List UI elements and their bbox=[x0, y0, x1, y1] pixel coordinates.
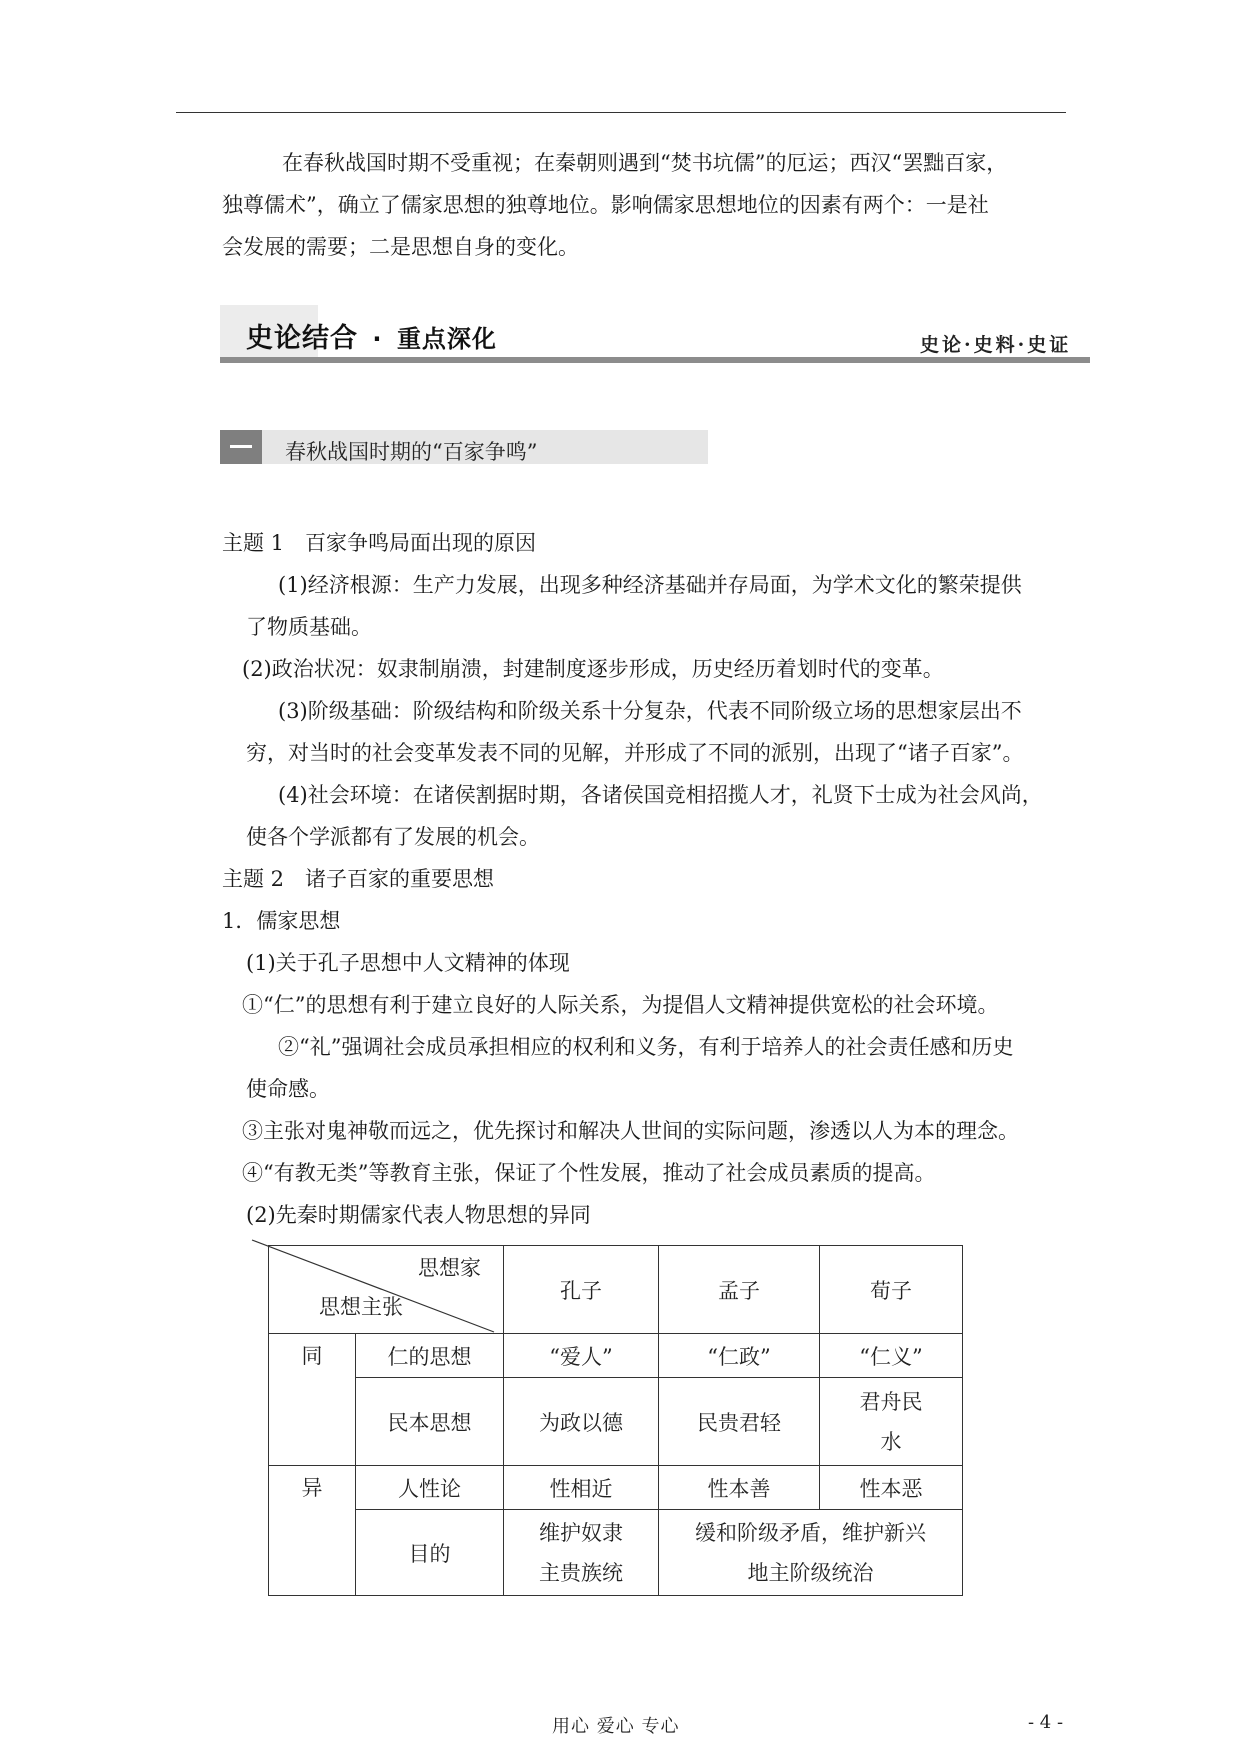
corner-bottom-label: 思想主张 bbox=[319, 1295, 403, 1319]
body-line: 使各个学派都有了发展的机会。 bbox=[246, 825, 540, 849]
header-xunzi: 荀子 bbox=[820, 1246, 963, 1334]
body-line: 1．儒家思想 bbox=[222, 909, 341, 933]
footer-slogan: 用心 爱心 专心 bbox=[552, 1716, 680, 1737]
table-cell: “仁义” bbox=[820, 1334, 963, 1378]
body-line: (1)关于孔子思想中人文精神的体现 bbox=[246, 951, 570, 975]
corner-diagonal-line bbox=[250, 1238, 510, 1338]
table-cell: 性相近 bbox=[504, 1466, 659, 1510]
cell-line: 主贵族统 bbox=[539, 1560, 623, 1585]
cell-line: 地主阶级统治 bbox=[747, 1560, 874, 1585]
banner-right-label: 史论·史料·史证 bbox=[920, 334, 1072, 356]
table-cell: 性本善 bbox=[659, 1466, 820, 1510]
table-cell: “仁政” bbox=[659, 1334, 820, 1378]
intro-line: 会发展的需要；二是思想自身的变化。 bbox=[222, 235, 579, 259]
intro-paragraph bbox=[222, 142, 1062, 268]
table-cell: 为政以德 bbox=[504, 1378, 659, 1466]
table-cell: “爱人” bbox=[504, 1334, 659, 1378]
intro-line: 独尊儒术”，确立了儒家思想的独尊地位。影响儒家思想地位的因素有两个：一是社 bbox=[222, 193, 989, 217]
row-label: 人性论 bbox=[356, 1466, 504, 1510]
cell-line: 水 bbox=[880, 1429, 902, 1454]
body-line: 使命感。 bbox=[246, 1077, 330, 1101]
topic-heading: 主题 1 百家争鸣局面出现的原因 bbox=[222, 531, 537, 555]
table-row bbox=[269, 1466, 963, 1510]
table-cell: 民贵君轻 bbox=[659, 1378, 820, 1466]
corner-top-label: 思想家 bbox=[418, 1256, 481, 1280]
banner-title bbox=[246, 316, 497, 355]
row-label: 民本思想 bbox=[356, 1378, 504, 1466]
body-line: (2)先秦时期儒家代表人物思想的异同 bbox=[246, 1203, 591, 1227]
cell-line: 君舟民 bbox=[859, 1389, 923, 1414]
table-row bbox=[269, 1334, 963, 1378]
table-cell: 性本恶 bbox=[820, 1466, 963, 1510]
section-number-badge bbox=[220, 430, 262, 464]
group-diff-label: 异 bbox=[269, 1466, 356, 1596]
header-rule bbox=[176, 112, 1066, 113]
row-label: 目的 bbox=[356, 1510, 504, 1596]
body-line: (2)政治状况：奴隶制崩溃，封建制度逐步形成，历史经历着划时代的变革。 bbox=[242, 657, 944, 681]
topic-heading: 主题 2 诸子百家的重要思想 bbox=[222, 867, 495, 891]
cell-line: 维护奴隶 bbox=[539, 1520, 623, 1545]
cell-line: 缓和阶级矛盾，维护新兴 bbox=[695, 1520, 926, 1545]
banner-title-main: 史论结合 bbox=[246, 323, 358, 354]
body-text bbox=[222, 522, 1072, 1236]
body-line: (3)阶级基础：阶级结构和阶级关系十分复杂，代表不同阶级立场的思想家层出不 bbox=[278, 699, 1022, 723]
body-line: ③主张对鬼神敬而远之，优先探讨和解决人世间的实际问题，渗透以人为本的理念。 bbox=[242, 1119, 1019, 1143]
body-line: ①“仁”的思想有利于建立良好的人际关系，为提倡人文精神提供宽松的社会环境。 bbox=[242, 993, 999, 1017]
table-cell bbox=[504, 1510, 659, 1596]
table-cell-merged bbox=[659, 1510, 963, 1596]
body-line: 穷，对当时的社会变革发表不同的见解，并形成了不同的派别，出现了“诸子百家”。 bbox=[246, 741, 1024, 765]
banner-rule bbox=[220, 357, 1090, 363]
table-row bbox=[269, 1378, 963, 1466]
page-number: - 4 - bbox=[1028, 1712, 1064, 1733]
intro-line: 在春秋战国时期不受重视；在秦朝则遇到“焚书坑儒”的厄运；西汉“罢黜百家， bbox=[282, 151, 1008, 175]
header-mengzi: 孟子 bbox=[659, 1246, 820, 1334]
banner-separator: · bbox=[372, 325, 383, 353]
banner-subtitle: 重点深化 bbox=[396, 325, 497, 353]
group-same-label: 同 bbox=[269, 1334, 356, 1466]
section-number bbox=[230, 445, 252, 448]
header-kongzi: 孔子 bbox=[504, 1246, 659, 1334]
table-cell bbox=[820, 1378, 963, 1466]
table-row bbox=[269, 1510, 963, 1596]
body-line: (4)社会环境：在诸侯割据时期，各诸侯国竞相招揽人才，礼贤下士成为社会风尚， bbox=[278, 783, 1043, 807]
row-label: 仁的思想 bbox=[356, 1334, 504, 1378]
body-line: ②“礼”强调社会成员承担相应的权利和义务，有利于培养人的社会责任感和历史 bbox=[278, 1035, 1014, 1059]
body-line: (1)经济根源：生产力发展，出现多种经济基础并存局面，为学术文化的繁荣提供 bbox=[278, 573, 1022, 597]
body-line: ④“有教无类”等教育主张，保证了个性发展，推动了社会成员素质的提高。 bbox=[242, 1161, 936, 1185]
body-line: 了物质基础。 bbox=[246, 615, 372, 639]
section-title: 春秋战国时期的“百家争鸣” bbox=[285, 440, 538, 464]
